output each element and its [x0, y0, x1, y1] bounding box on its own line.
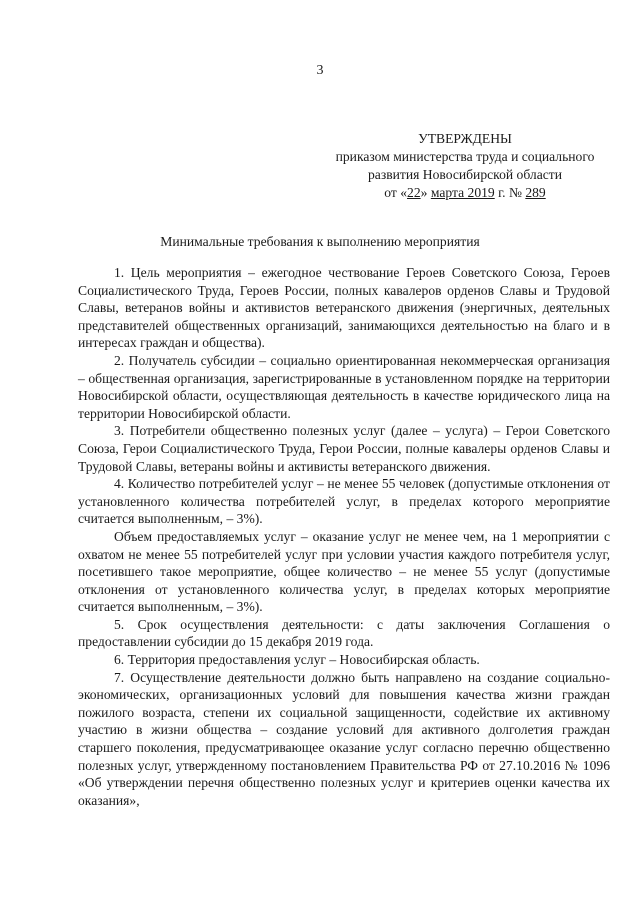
paragraph-4-volume: Объем предоставляемых услуг – оказание услуг не менее чем, на 1 мероприятии с охватом не менее 55 потребителей услуг при условии участия каждого потребителя услуг, посетившего такое мероприятие, общее количество – не менее 55 услуг (допустимые отклонения от установленного количества услуг, в пределах которых мероприятие считается выполненным, – 3%).	[78, 528, 610, 615]
date-mid: »	[420, 185, 431, 200]
approval-line-1: приказом министерства труда и социального	[335, 149, 595, 164]
page-number: 3	[316, 63, 324, 78]
approval-line-2: развития Новосибирской области	[368, 167, 562, 182]
paragraph-1: 1. Цель мероприятия – ежегодное чествование Героев Советского Союза, Героев Социалистического Труда, Героев России, полных кавалеров орденов Славы и Трудовой Славы, ветеранов войны и активистов ветеранского движения (энергичных, деятельных представителей общественных организаций, занимающихся деятельностью на благо и в интересах граждан и общества).	[78, 265, 610, 351]
paragraph-2: 2. Получатель субсидии – социально ориентированная некоммерческая организация – общественная организация, зарегистрированные в установленном порядке на территории Новосибирской области, осуществляющая деятельность в качестве юридического лица на территории Новосибирской области.	[78, 352, 610, 421]
paragraph-4: 4. Количество потребителей услуг – не менее 55 человек (допустимые отклонения от установленного количества потребителей услуг, в пределах которого мероприятие считается выполненным, – 3%).	[78, 476, 610, 527]
order-number: 289	[525, 185, 546, 200]
approval-heading: УТВЕРЖДЕНЫ	[418, 131, 512, 146]
paragraph-5: 5. Срок осуществления деятельности: с даты заключения Соглашения о предоставлении субсидии до 15 декабря 2019 года.	[78, 616, 610, 650]
paragraph-7: 7. Осуществление деятельности должно быть направлено на создание социально-экономических, организационных условий для повышения качества жизни граждан пожилого возраста, степени их социальной защищенности, содействие их активному участию в жизни общества – создание условий для активного долголетия граждан старшего поколения, предусматривающее оказание услуг согласно перечню общественно полезных услуг, утвержденному постановлением Правительства РФ от 27.10.2016 № 1096 «Об утверждении перечня общественно полезных услуг и критериев оценки качества их оказания»,	[78, 669, 610, 808]
document-title: Минимальные требования к выполнению мероприятия	[160, 234, 480, 249]
paragraph-3: 3. Потребители общественно полезных услуг (далее – услуга) – Герои Советского Союза, Герои Социалистического Труда, Герои России, полные кавалеры орденов Славы и Трудовой Славы, ветераны войны и активисты ветеранского движения.	[78, 423, 610, 474]
date-prefix: от «	[384, 185, 408, 200]
number-prefix: г. №	[494, 185, 526, 200]
paragraph-6: 6. Территория предоставления услуг – Новосибирская область.	[114, 652, 480, 668]
document-body	[78, 264, 610, 809]
approval-block	[300, 130, 630, 202]
approval-day: 22	[407, 185, 421, 200]
approval-month-year: марта 2019	[430, 185, 495, 200]
approval-date-line	[300, 184, 630, 202]
